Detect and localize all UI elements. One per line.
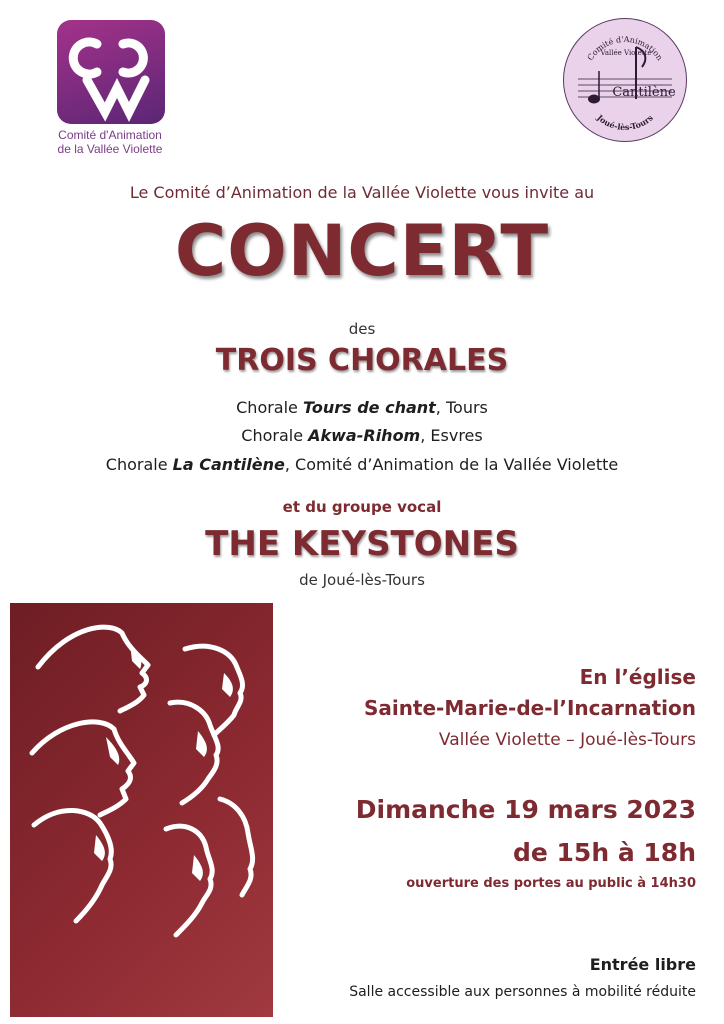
choir-prefix: Chorale xyxy=(241,426,309,445)
keystones-origin: de Joué-lès-Tours xyxy=(299,571,425,589)
singing-faces-illustration xyxy=(10,603,273,1017)
cavv-logo xyxy=(57,20,165,124)
keystones-title: THE KEYSTONES xyxy=(205,524,519,564)
choir-line xyxy=(0,455,724,474)
cavv-caption xyxy=(30,128,190,156)
cavv-caption-line2: de la Vallée Violette xyxy=(57,142,163,156)
accessibility-note: Salle accessible aux personnes à mobilité réduite xyxy=(349,984,696,1000)
cav-monogram-icon xyxy=(57,20,165,124)
choir-suffix: , Tours xyxy=(435,398,488,417)
des-label: des xyxy=(348,320,376,338)
group-intro: et du groupe vocal xyxy=(282,498,442,516)
seal-bottom-path: Joué-lès-Tours xyxy=(595,112,655,133)
event-date: Dimanche 19 mars 2023 xyxy=(355,795,696,824)
concert-title: CONCERT xyxy=(174,210,550,292)
seal-mid-text: Vallée Violette xyxy=(600,49,652,57)
cantilene-seal-logo xyxy=(563,18,687,142)
invitation-line: Le Comité d’Animation de la Vallée Violette vous invite au xyxy=(129,183,595,202)
choir-name: Tours de chant xyxy=(302,398,436,417)
choir-prefix: Chorale xyxy=(105,455,173,474)
trois-chorales-title: TROIS CHORALES xyxy=(215,343,509,378)
choir-line xyxy=(0,398,724,417)
choir-suffix: , Esvres xyxy=(420,426,483,445)
choir-prefix: Chorale xyxy=(236,398,303,417)
venue-line-3: Vallée Violette – Joué-lès-Tours xyxy=(438,730,696,750)
free-entry: Entrée libre xyxy=(589,955,696,974)
doors-opening: ouverture des portes au public à 14h30 xyxy=(406,876,696,891)
event-hours: de 15h à 18h xyxy=(512,838,696,867)
choir-suffix: , Comité d’Animation de la Vallée Violette xyxy=(284,455,619,474)
choir-name: La Cantilène xyxy=(172,455,285,474)
choir-line xyxy=(0,426,724,445)
venue-line-2: Sainte-Marie-de-l’Incarnation xyxy=(363,696,696,720)
cavv-caption-line1: Comité d'Animation xyxy=(58,128,162,142)
seal-top-path: Comité d'Animation xyxy=(585,34,665,63)
venue-line-1: En l’église xyxy=(579,665,696,689)
choir-name: Akwa-Rihom xyxy=(308,426,421,445)
seal-name-text: Cantilène xyxy=(612,85,676,100)
seal-bottom-text xyxy=(594,112,655,132)
